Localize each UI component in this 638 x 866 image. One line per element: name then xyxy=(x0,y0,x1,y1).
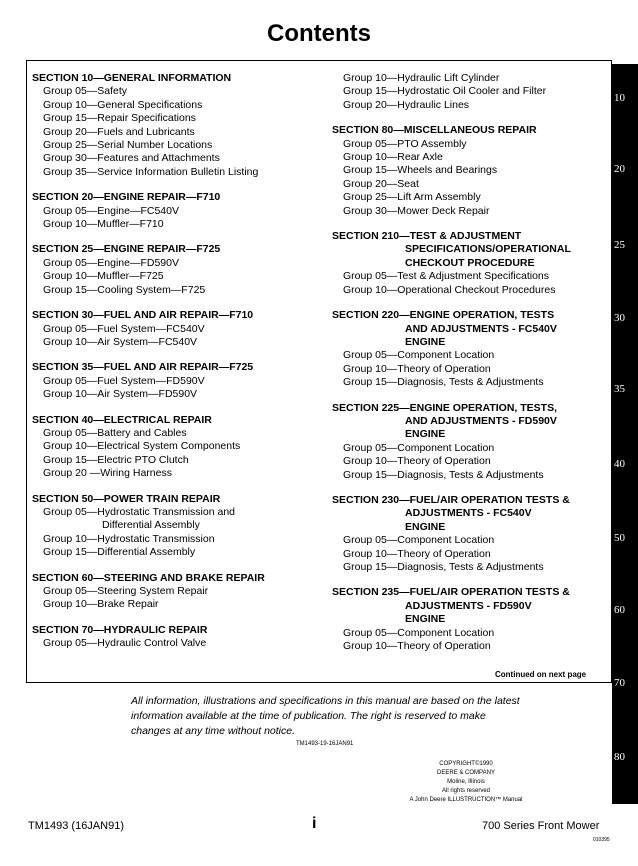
group-item: Group 10—Theory of Operation xyxy=(343,455,491,468)
group-item: Group 05—Fuel System—FD590V xyxy=(43,374,205,387)
group-item: Group 10—Theory of Operation xyxy=(343,547,491,560)
section-heading: SECTION 235—FUEL/AIR OPERATION TESTS & xyxy=(332,586,570,599)
section-tab-strip xyxy=(612,64,638,804)
group-item: Group 20—Seat xyxy=(343,177,419,190)
left-border xyxy=(26,60,27,683)
group-item: Group 20—Hydraulic Lines xyxy=(343,98,470,111)
section-heading: SECTION 30—FUEL AND AIR REPAIR—F710 xyxy=(32,309,254,322)
copyright-line: All rights reserved xyxy=(441,788,491,794)
group-item: Group 05—Component Location xyxy=(343,626,495,639)
footer-title: 700 Series Front Mower xyxy=(482,820,600,832)
section-tab-60: 60 xyxy=(614,604,625,616)
contents-right-column xyxy=(332,72,607,653)
group-item: Group 05—Steering System Repair xyxy=(43,585,209,597)
section-heading-continuation: ADJUSTMENTS - FC540V xyxy=(405,507,532,520)
group-item: Group 05—Component Location xyxy=(343,349,495,362)
section-heading-continuation: SPECIFICATIONS/OPERATIONAL xyxy=(405,243,571,256)
copyright-line: DEERE & COMPANY xyxy=(437,770,495,776)
group-item: Group 30—Features and Attachments xyxy=(43,152,220,165)
group-item: Group 10—Hydraulic Lift Cylinder xyxy=(343,72,500,84)
section-heading: SECTION 210—TEST & ADJUSTMENT xyxy=(332,230,522,243)
group-item: Group 15—Electric PTO Clutch xyxy=(43,453,189,466)
group-item: Group 05—Component Location xyxy=(343,441,495,454)
group-item: Group 10—Hydrostatic Transmission xyxy=(43,532,215,545)
publication-notice: All information, illustrations and specifications in this manual are based on the latest information available at the time of publication. The right is reserved to make changes at any time without notice. xyxy=(131,695,520,737)
group-item: Group 05—Component Location xyxy=(343,534,495,547)
section-tab-25: 25 xyxy=(614,239,625,251)
bottom-rule xyxy=(26,682,612,683)
copyright-line: COPYRIGHT©1990 xyxy=(439,761,493,767)
group-item: Group 25—Serial Number Locations xyxy=(43,139,213,152)
section-heading: SECTION 40—ELECTRICAL REPAIR xyxy=(32,413,212,426)
section-heading-block xyxy=(332,230,607,270)
section-heading: SECTION 20—ENGINE REPAIR—F710 xyxy=(32,191,221,204)
section-heading: SECTION 70—HYDRAULIC REPAIR xyxy=(32,623,208,636)
copyright-line: A John Deere ILLUSTRUCTION™ Manual xyxy=(409,797,523,803)
group-item: Group 10—Rear Axle xyxy=(343,151,443,164)
continued-note: Continued on next page xyxy=(495,670,587,679)
group-item: Group 30—Mower Deck Repair xyxy=(343,204,490,217)
section-heading-continuation: ENGINE xyxy=(405,428,446,441)
top-rule xyxy=(26,60,612,61)
section-heading-continuation: AND ADJUSTMENTS - FC540V xyxy=(405,322,557,335)
section-heading-block xyxy=(332,494,607,534)
section-heading-continuation: ADJUSTMENTS - FD590V xyxy=(405,599,532,612)
section-heading-block xyxy=(332,402,607,442)
section-heading-continuation: ENGINE xyxy=(405,520,446,533)
section-heading: SECTION 35—FUEL AND AIR REPAIR—F725 xyxy=(32,361,254,374)
section-heading-continuation: ENGINE xyxy=(405,613,446,626)
group-item: Group 15—Diagnosis, Tests & Adjustments xyxy=(343,468,544,481)
footer-manual-id: TM1493 (16JAN91) xyxy=(28,820,124,832)
group-item: Group 05—PTO Assembly xyxy=(343,137,467,150)
group-item: Group 15—Differential Assembly xyxy=(43,546,196,559)
group-item: Group 10—Air System—FD590V xyxy=(43,388,198,401)
group-item: Group 10—Muffler—F725 xyxy=(43,270,164,283)
group-item: Group 05—Hydrostatic Transmission and xyxy=(43,505,235,518)
section-heading-block xyxy=(332,586,607,626)
group-item: Group 05—Battery and Cables xyxy=(43,426,187,439)
group-item: Group 05—Engine—FC540V xyxy=(43,204,179,217)
group-item: Group 10—Operational Checkout Procedures xyxy=(343,283,556,296)
group-item: Group 10—Theory of Operation xyxy=(343,640,491,653)
group-item: Group 15—Diagnosis, Tests & Adjustments xyxy=(343,561,544,573)
section-heading: SECTION 25—ENGINE REPAIR—F725 xyxy=(32,243,221,256)
group-item: Group 10—Electrical System Components xyxy=(43,440,241,453)
group-item: Group 15—Cooling System—F725 xyxy=(43,283,206,296)
section-tab-70: 70 xyxy=(614,677,625,689)
section-heading-block xyxy=(332,124,607,137)
copyright-line: Moline, Illinois xyxy=(447,779,485,785)
section-heading-continuation: CHECKOUT PROCEDURE xyxy=(405,256,535,269)
section-tab-35: 35 xyxy=(614,383,625,395)
group-item: Group 05—Test & Adjustment Specifications xyxy=(343,270,550,283)
section-heading: SECTION 10—GENERAL INFORMATION xyxy=(32,72,232,84)
group-item: Group 20—Fuels and Lubricants xyxy=(43,125,195,138)
group-item: Group 10—Theory of Operation xyxy=(343,362,491,375)
group-item: Group 10—Muffler—F710 xyxy=(43,218,164,231)
group-item: Group 05—Fuel System—FC540V xyxy=(43,322,205,335)
section-heading: SECTION 220—ENGINE OPERATION, TESTS xyxy=(332,309,555,322)
document-id: TM1493-19-16JAN91 xyxy=(296,741,354,747)
section-heading: SECTION 80—MISCELLANEOUS REPAIR xyxy=(332,124,537,137)
group-item: Group 25—Lift Arm Assembly xyxy=(343,191,481,204)
group-item: Group 10—Brake Repair xyxy=(43,598,159,611)
group-item: Group 15—Hydrostatic Oil Cooler and Filter xyxy=(343,85,547,98)
group-item: Group 05—Hydraulic Control Valve xyxy=(43,637,207,650)
section-tab-30: 30 xyxy=(614,312,625,324)
group-item: Group 05—Safety xyxy=(43,85,128,98)
contents-left-column xyxy=(32,72,322,651)
group-item: Group 35—Service Information Bulletin Listing xyxy=(43,165,259,178)
footer-code: 010395 xyxy=(593,837,610,843)
section-tab-40: 40 xyxy=(614,458,625,470)
section-heading-continuation: ENGINE xyxy=(405,335,446,348)
section-heading: SECTION 230—FUEL/AIR OPERATION TESTS & xyxy=(332,493,570,506)
page-number: i xyxy=(312,815,317,832)
group-item: Group 15—Diagnosis, Tests & Adjustments xyxy=(343,376,544,389)
page-title: Contents xyxy=(267,20,371,47)
section-tab-10: 10 xyxy=(614,92,625,104)
section-tab-20: 20 xyxy=(614,163,625,175)
section-tab-80: 80 xyxy=(614,751,625,763)
copyright-block xyxy=(396,760,536,805)
section-heading: SECTION 60—STEERING AND BRAKE REPAIR xyxy=(32,571,265,584)
section-heading: SECTION 225—ENGINE OPERATION, TESTS, xyxy=(332,401,558,414)
group-item: Group 15—Repair Specifications xyxy=(43,112,196,125)
group-item: Group 15—Wheels and Bearings xyxy=(343,164,498,177)
group-item: Differential Assembly xyxy=(102,519,200,532)
section-heading-block xyxy=(332,309,607,349)
group-item: Group 05—Engine—FD590V xyxy=(43,256,179,269)
section-tab-50: 50 xyxy=(614,532,625,544)
group-item: Group 10—Air System—FC540V xyxy=(43,335,198,348)
group-item: Group 10—General Specifications xyxy=(43,98,203,111)
section-heading: SECTION 50—POWER TRAIN REPAIR xyxy=(32,492,221,505)
section-heading-continuation: AND ADJUSTMENTS - FD590V xyxy=(405,414,557,427)
group-item: Group 20 —Wiring Harness xyxy=(43,467,172,480)
